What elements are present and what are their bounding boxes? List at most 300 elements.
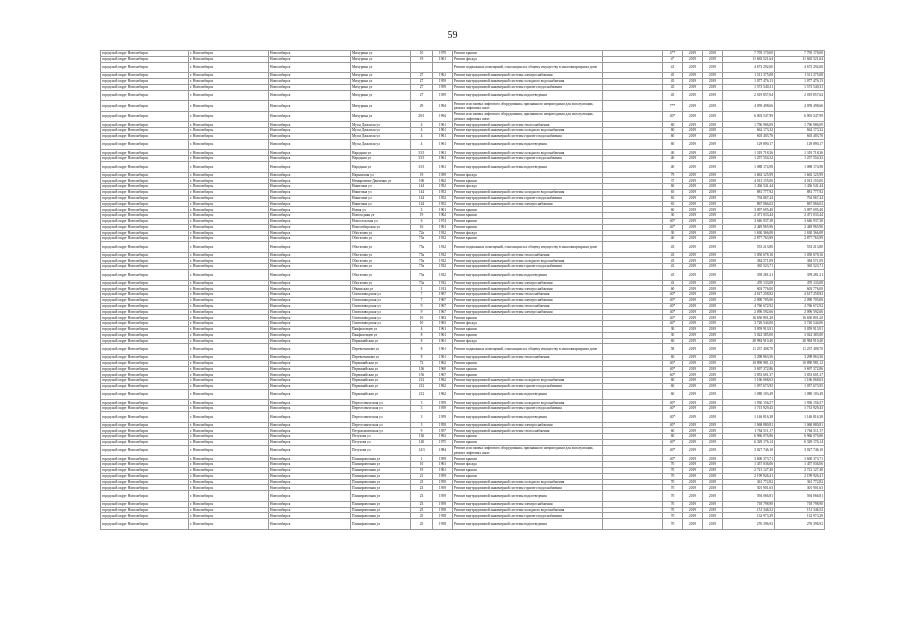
street-cell: Обогатова ул <box>351 252 411 258</box>
cost-cell: 3 646 937,38 <box>723 218 775 224</box>
start-year-cell: 2019 <box>683 327 703 333</box>
house-number-cell: 27 <box>411 90 433 101</box>
locality-cell: Новосибирск <box>269 513 351 519</box>
total-cell: 1 057 673,95 <box>775 384 825 390</box>
end-year-cell: 2019 <box>703 218 723 224</box>
locality-cell: Новосибирск <box>269 84 351 90</box>
work-type-cell: Ремонт внутридомовой инженерной системы теплоснабжения <box>453 355 603 361</box>
total-cell: 2 449 965,96 <box>775 224 825 230</box>
work-type-cell: Ремонт внутридомовой инженерной системы холодного водоснабжения <box>453 400 603 406</box>
total-cell: 1 630 366,08 <box>775 230 825 236</box>
street-cell: Планировочная ул <box>351 473 411 479</box>
settlement-cell: г. Новосибирск <box>189 178 269 184</box>
municipality-cell: городской округ Новосибирск <box>101 184 189 190</box>
total-cell: 1 436 541,44 <box>775 184 825 190</box>
street-cell: Немировича-Данченко ул <box>351 178 411 184</box>
settlement-cell: г. Новосибирск <box>189 327 269 333</box>
locality-cell: Новосибирск <box>269 286 351 292</box>
year-cell: 1959 <box>433 172 453 178</box>
house-number-cell: 156 <box>411 372 433 378</box>
municipality-cell: городской округ Новосибирск <box>101 400 189 406</box>
table-row <box>101 236 825 242</box>
municipality-cell: городской округ Новосибирск <box>101 485 189 491</box>
end-year-cell: 2019 <box>703 122 723 128</box>
locality-cell: Новосибирск <box>269 101 351 112</box>
municipality-cell: городской округ Новосибирск <box>101 252 189 258</box>
cost-cell: 28 984 910,40 <box>723 338 775 344</box>
year-cell: 1932 <box>433 230 453 236</box>
work-type-cell: Ремонт внутридомовой инженерной системы холодного водоснабжения <box>453 78 603 84</box>
house-number-cell: 144 <box>411 189 433 195</box>
street-cell: Мусы Джалиля ул <box>351 133 411 139</box>
cost-cell: 1 630 366,08 <box>723 230 775 236</box>
house-number-cell: 27 <box>411 78 433 84</box>
total-cell: 2 019 857,64 <box>775 90 825 101</box>
code-cell: 70 <box>663 501 683 507</box>
code-cell: 40 <box>663 236 683 242</box>
start-year-cell: 2019 <box>683 412 703 423</box>
cost-cell: 867 066,02 <box>723 201 775 207</box>
street-cell: Новосибирская ул <box>351 224 411 230</box>
table-row <box>101 332 825 338</box>
street-cell: Первомайская ул <box>351 366 411 372</box>
total-cell: 10 890 981,12 <box>775 360 825 366</box>
table-row <box>101 303 825 309</box>
work-type-cell: Ремонт внутридомовой инженерной системы горячего водоснабжения <box>453 195 603 201</box>
locality-cell: Новосибирск <box>269 161 351 172</box>
settlement-cell: г. Новосибирск <box>189 230 269 236</box>
settlement-cell: г. Новосибирск <box>189 172 269 178</box>
street-cell: Народная ул <box>351 156 411 162</box>
settlement-cell: г. Новосибирск <box>189 422 269 428</box>
work-type-cell: Ремонт фасада <box>453 462 603 468</box>
end-year-cell: 2019 <box>703 479 723 485</box>
total-cell: 1 457 036,06 <box>775 462 825 468</box>
locality-cell: Новосибирск <box>269 315 351 321</box>
total-cell: 3 720 544,06 <box>775 321 825 327</box>
locality-cell: Новосибирск <box>269 462 351 468</box>
work-type-cell: Ремонт внутридомовой инженерной системы горячего водоснабжения <box>453 84 603 90</box>
municipality-cell: городской округ Новосибирск <box>101 242 189 253</box>
work-type-cell: Ремонт внутридомовой инженерной системы водоотведения <box>453 491 603 502</box>
table-row <box>101 355 825 361</box>
end-year-cell: 2019 <box>703 236 723 242</box>
total-cell: 3 027 746,10 <box>775 445 825 456</box>
house-number-cell: 8 <box>411 332 433 338</box>
settlement-cell: г. Новосибирск <box>189 485 269 491</box>
year-cell: 1967 <box>433 292 453 298</box>
cost-cell: 1 796 986,09 <box>723 122 775 128</box>
end-year-cell: 2019 <box>703 315 723 321</box>
cost-cell: 1 077 476,13 <box>723 78 775 84</box>
locality-cell: Новосибирск <box>269 485 351 491</box>
year-cell: 1913 <box>433 286 453 292</box>
settlement-cell: г. Новосибирск <box>189 252 269 258</box>
total-cell: 1 146 816,38 <box>775 412 825 423</box>
settlement-cell: г. Новосибирск <box>189 321 269 327</box>
total-cell: 1 077 476,13 <box>775 78 825 84</box>
municipality-cell: городской округ Новосибирск <box>101 90 189 101</box>
total-cell: 2 471 033,44 <box>775 213 825 219</box>
street-cell: Народная ул <box>351 150 411 156</box>
house-number-cell: 75а <box>411 264 433 270</box>
table-row <box>101 270 825 281</box>
cost-cell: 2 019 857,64 <box>723 90 775 101</box>
municipality-cell: городской округ Новосибирск <box>101 439 189 445</box>
total-cell: 359 281,21 <box>775 270 825 281</box>
locality-cell: Новосибирск <box>269 321 351 327</box>
municipality-cell: городской округ Новосибирск <box>101 84 189 90</box>
locality-cell: Новосибирск <box>269 309 351 315</box>
code-cell: 60 <box>663 184 683 190</box>
table-row <box>101 445 825 456</box>
municipality-cell: городской округ Новосибирск <box>101 412 189 423</box>
street-cell: Первомайская ул <box>351 384 411 390</box>
blank-cell <box>603 344 663 355</box>
house-number-cell: 19 <box>411 213 433 219</box>
table-row <box>101 280 825 286</box>
work-type-cell: Ремонт внутридомовой инженерной системы водоотведения <box>453 90 603 101</box>
table-row <box>101 161 825 172</box>
cost-cell: 1 166 068,63 <box>723 378 775 384</box>
cost-cell: 4 617 258,82 <box>723 292 775 298</box>
start-year-cell: 2019 <box>683 195 703 201</box>
cost-cell: 301 901,63 <box>723 485 775 491</box>
code-cell: 45 <box>663 73 683 79</box>
code-cell: 7** <box>663 101 683 112</box>
work-type-cell: Ремонт крыши <box>453 178 603 184</box>
table-row <box>101 172 825 178</box>
settlement-cell: г. Новосибирск <box>189 344 269 355</box>
table-row <box>101 51 825 57</box>
work-type-cell: Ремонт крыши <box>453 467 603 473</box>
code-cell: 70 <box>663 507 683 513</box>
street-cell: Новосельская ул <box>351 218 411 224</box>
total-cell: 16 650 801,20 <box>775 315 825 321</box>
table-row <box>101 467 825 473</box>
settlement-cell: г. Новосибирск <box>189 90 269 101</box>
table-row <box>101 439 825 445</box>
code-cell: 40* <box>663 298 683 304</box>
cost-cell: 2 471 033,44 <box>723 213 775 219</box>
end-year-cell: 2019 <box>703 224 723 230</box>
end-year-cell: 2019 <box>703 366 723 372</box>
cost-cell: 7 795 170,00 <box>723 51 775 57</box>
municipality-cell: городской округ Новосибирск <box>101 406 189 412</box>
code-cell: 30 <box>663 327 683 333</box>
start-year-cell: 2019 <box>683 201 703 207</box>
house-number-cell: 33/1 <box>411 161 433 172</box>
municipality-cell: городской округ Новосибирск <box>101 201 189 207</box>
year-cell: 1959 <box>433 78 453 84</box>
start-year-cell: 2019 <box>683 479 703 485</box>
year-cell: 1932 <box>433 264 453 270</box>
table-row <box>101 252 825 258</box>
year-cell: 1959 <box>433 84 453 90</box>
house-number-cell: 75а <box>411 236 433 242</box>
table-row <box>101 501 825 507</box>
locality-cell: Новосибирск <box>269 445 351 456</box>
year-cell: 1994 <box>433 111 453 122</box>
total-cell: 1 319 718,36 <box>775 150 825 156</box>
end-year-cell: 2019 <box>703 189 723 195</box>
house-number-cell: 7 <box>411 292 433 298</box>
cost-cell: 11 237 408,70 <box>723 344 775 355</box>
start-year-cell: 2019 <box>683 332 703 338</box>
cost-cell: 3 600 373,71 <box>723 456 775 462</box>
end-year-cell: 2019 <box>703 51 723 57</box>
end-year-cell: 2019 <box>703 139 723 150</box>
settlement-cell: г. Новосибирск <box>189 338 269 344</box>
start-year-cell: 2019 <box>683 384 703 390</box>
municipality-cell: городской округ Новосибирск <box>101 195 189 201</box>
year-cell: 1959 <box>433 400 453 406</box>
end-year-cell: 2019 <box>703 298 723 304</box>
cost-cell: 718 798,90 <box>723 501 775 507</box>
cost-cell: 4 059 498,66 <box>723 101 775 112</box>
cost-cell: 2 877 763,99 <box>723 236 775 242</box>
year-cell: 1961 <box>433 332 453 338</box>
municipality-cell: городской округ Новосибирск <box>101 321 189 327</box>
municipality-cell: городской округ Новосибирск <box>101 230 189 236</box>
year-cell: 1963 <box>433 434 453 440</box>
code-cell: 58 <box>663 344 683 355</box>
cost-cell: 3 059 913,91 <box>723 327 775 333</box>
total-cell: 1 764 511,17 <box>775 428 825 434</box>
municipality-cell: городской округ Новосибирск <box>101 467 189 473</box>
street-cell: Обогатова ул <box>351 230 411 236</box>
house-number-cell: 9 <box>411 303 433 309</box>
street-cell: Оловозаводская ул <box>351 292 411 298</box>
house-number-cell: 23 <box>411 479 433 485</box>
cost-cell: 662 173,32 <box>723 128 775 134</box>
total-cell: 702 067,24 <box>775 195 825 201</box>
house-number-cell: 23 <box>411 485 433 491</box>
locality-cell: Новосибирск <box>269 51 351 57</box>
table-row <box>101 133 825 139</box>
blank-cell <box>603 101 663 112</box>
start-year-cell: 2019 <box>683 456 703 462</box>
work-type-cell: Ремонт внутридомовой инженерной системы водоотведения <box>453 161 603 172</box>
year-cell: 1984 <box>433 445 453 456</box>
work-type-cell: Ремонт внутридомовой инженерной системы электроснабжения <box>453 298 603 304</box>
table-row <box>101 372 825 378</box>
house-number-cell: 3 <box>411 412 433 423</box>
total-cell: 4 766 672,92 <box>775 303 825 309</box>
start-year-cell: 2019 <box>683 519 703 530</box>
street-cell: Никитина ул <box>351 189 411 195</box>
table-row <box>101 428 825 434</box>
street-cell: Перевозчикова ул <box>351 355 411 361</box>
locality-cell: Новосибирск <box>269 519 351 530</box>
house-number-cell: 3 <box>411 406 433 412</box>
end-year-cell: 2019 <box>703 332 723 338</box>
locality-cell: Новосибирск <box>269 344 351 355</box>
total-cell: 3 298 863,56 <box>775 355 825 361</box>
code-cell: 40* <box>663 422 683 428</box>
year-cell: 1960 <box>433 366 453 372</box>
code-cell: 45 <box>663 84 683 90</box>
house-number-cell: 9 <box>411 428 433 434</box>
municipality-cell: городской округ Новосибирск <box>101 133 189 139</box>
locality-cell: Новосибирск <box>269 389 351 400</box>
start-year-cell: 2019 <box>683 389 703 400</box>
start-year-cell: 2019 <box>683 462 703 468</box>
code-cell: 70 <box>663 519 683 530</box>
blank-cell <box>603 491 663 502</box>
cost-cell: 1 057 673,95 <box>723 384 775 390</box>
locality-cell: Новосибирск <box>269 264 351 270</box>
end-year-cell: 2019 <box>703 172 723 178</box>
work-type-cell: Ремонт крыши <box>453 434 603 440</box>
cost-cell: 1 573 540,31 <box>723 84 775 90</box>
end-year-cell: 2019 <box>703 195 723 201</box>
work-type-cell: Ремонт внутридомовой инженерной системы водоотведения <box>453 412 603 423</box>
year-cell: 1962 <box>433 213 453 219</box>
code-cell: 60 <box>663 139 683 150</box>
year-cell: 1963 <box>433 315 453 321</box>
code-cell: 70 <box>663 479 683 485</box>
start-year-cell: 2019 <box>683 161 703 172</box>
code-cell: 41 <box>663 62 683 73</box>
start-year-cell: 2019 <box>683 372 703 378</box>
end-year-cell: 2019 <box>703 213 723 219</box>
code-cell: 40 <box>663 150 683 156</box>
cost-cell: 16 650 801,20 <box>723 315 775 321</box>
locality-cell: Новосибирск <box>269 428 351 434</box>
blank-cell <box>603 270 663 281</box>
settlement-cell: г. Новосибирск <box>189 434 269 440</box>
house-number-cell: 19 <box>411 467 433 473</box>
end-year-cell: 2019 <box>703 84 723 90</box>
street-cell: Переселенческая ул <box>351 412 411 423</box>
work-type-cell: Ремонт фасада <box>453 230 603 236</box>
house-number-cell: 23 <box>411 501 433 507</box>
code-cell: 43 <box>663 270 683 281</box>
year-cell: 1961 <box>433 344 453 355</box>
year-cell: 1967 <box>433 298 453 304</box>
work-type-cell: Ремонт внутридомовой инженерной системы холодного водоснабжения <box>453 378 603 384</box>
settlement-cell: г. Новосибирск <box>189 73 269 79</box>
street-cell: Оловозаводская ул <box>351 303 411 309</box>
municipality-cell: городской округ Новосибирск <box>101 286 189 292</box>
settlement-cell: г. Новосибирск <box>189 242 269 253</box>
settlement-cell: г. Новосибирск <box>189 139 269 150</box>
year-cell: 1959 <box>433 501 453 507</box>
street-cell: Планировочная ул <box>351 479 411 485</box>
municipality-cell: городской округ Новосибирск <box>101 178 189 184</box>
cost-cell: 2 096 592,66 <box>723 309 775 315</box>
table-row <box>101 178 825 184</box>
start-year-cell: 2019 <box>683 315 703 321</box>
year-cell: 1952 <box>433 195 453 201</box>
total-cell: 11 237 408,70 <box>775 344 825 355</box>
start-year-cell: 2019 <box>683 184 703 190</box>
work-type-cell: Ремонт подвальных помещений, относящихся к общему имуществу в многоквартирном доме <box>453 62 603 73</box>
end-year-cell: 2019 <box>703 473 723 479</box>
cost-cell: 6 329 176,14 <box>723 439 775 445</box>
street-cell: Планировочная ул <box>351 485 411 491</box>
start-year-cell: 2019 <box>683 507 703 513</box>
house-number-cell: 25 <box>411 513 433 519</box>
locality-cell: Новосибирск <box>269 189 351 195</box>
total-cell: 384 571,09 <box>775 258 825 264</box>
settlement-cell: г. Новосибирск <box>189 201 269 207</box>
street-cell: Панфиловцев ул <box>351 327 411 333</box>
end-year-cell: 2019 <box>703 252 723 258</box>
municipality-cell: городской округ Новосибирск <box>101 292 189 298</box>
street-cell: Оловозаводская ул <box>351 309 411 315</box>
street-cell: Мичурина ул <box>351 56 411 62</box>
street-cell: Обогатова ул <box>351 264 411 270</box>
cost-cell: 603 403,76 <box>723 133 775 139</box>
locality-cell: Новосибирск <box>269 122 351 128</box>
start-year-cell: 2019 <box>683 189 703 195</box>
cost-cell: 2 721 127,40 <box>723 467 775 473</box>
settlement-cell: г. Новосибирск <box>189 62 269 73</box>
work-type-cell: Ремонт подвальных помещений, относящихся к общему имуществу в многоквартирном доме <box>453 344 603 355</box>
start-year-cell: 2019 <box>683 467 703 473</box>
code-cell: 70 <box>663 485 683 491</box>
cost-cell: 1 663 125,99 <box>723 172 775 178</box>
total-cell: 4 617 258,82 <box>775 292 825 298</box>
start-year-cell: 2019 <box>683 355 703 361</box>
municipality-cell: городской округ Новосибирск <box>101 473 189 479</box>
table-row <box>101 150 825 156</box>
municipality-cell: городской округ Новосибирск <box>101 479 189 485</box>
total-cell: 132 973,29 <box>775 513 825 519</box>
year-cell: 1967 <box>433 372 453 378</box>
work-type-cell: Ремонт фасада <box>453 56 603 62</box>
work-type-cell: Ремонт внутридомовой инженерной системы электроснабжения <box>453 201 603 207</box>
code-cell: 45 <box>663 90 683 101</box>
year-cell: 1959 <box>433 412 453 423</box>
year-cell: 1979 <box>433 51 453 57</box>
municipality-cell: городской округ Новосибирск <box>101 519 189 530</box>
end-year-cell: 2019 <box>703 270 723 281</box>
code-cell: 60 <box>663 389 683 400</box>
start-year-cell: 2019 <box>683 128 703 134</box>
code-cell: 65 <box>663 189 683 195</box>
year-cell: 1961 <box>433 73 453 79</box>
end-year-cell: 2019 <box>703 184 723 190</box>
municipality-cell: городской округ Новосибирск <box>101 236 189 242</box>
settlement-cell: г. Новосибирск <box>189 207 269 213</box>
start-year-cell: 2019 <box>683 139 703 150</box>
locality-cell: Новосибирск <box>269 201 351 207</box>
settlement-cell: г. Новосибирск <box>189 303 269 309</box>
end-year-cell: 2019 <box>703 292 723 298</box>
municipality-cell: городской округ Новосибирск <box>101 298 189 304</box>
end-year-cell: 2019 <box>703 428 723 434</box>
blank-cell <box>603 62 663 73</box>
code-cell: 40* <box>663 309 683 315</box>
municipality-cell: городской округ Новосибирск <box>101 445 189 456</box>
municipality-cell: городской округ Новосибирск <box>101 389 189 400</box>
municipality-cell: городской округ Новосибирск <box>101 218 189 224</box>
total-cell: 1 050 678,16 <box>775 252 825 258</box>
end-year-cell: 2019 <box>703 321 723 327</box>
total-cell: 4 013 155,00 <box>775 178 825 184</box>
year-cell: 1932 <box>433 258 453 264</box>
street-cell: Панфиловцев ул <box>351 332 411 338</box>
table-row <box>101 242 825 253</box>
work-type-cell: Ремонт фасада <box>453 321 603 327</box>
table-row <box>101 128 825 134</box>
work-type-cell: Ремонт внутридомовой инженерной системы электроснабжения <box>453 422 603 428</box>
house-number-cell: 29 <box>411 101 433 112</box>
municipality-cell: городской округ Новосибирск <box>101 258 189 264</box>
